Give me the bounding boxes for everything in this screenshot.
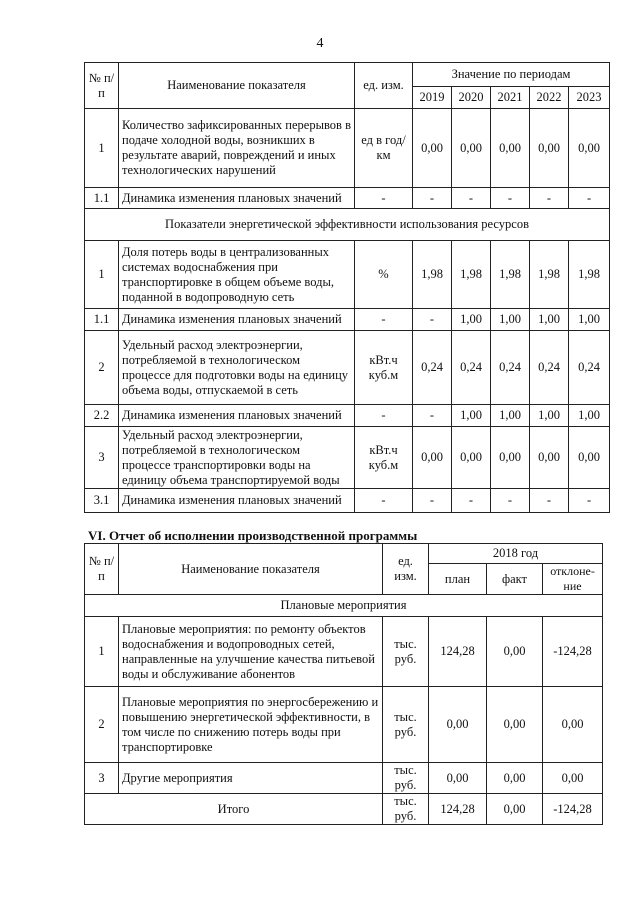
row-value: -	[530, 489, 569, 513]
row-value: 1,00	[530, 309, 569, 331]
row-name: Динамика изменения плановых значений	[119, 405, 355, 427]
section-title: VI. Отчет об исполнении производственной программы	[88, 528, 418, 543]
row-unit: кВт.ч куб.м	[355, 331, 413, 405]
row-deviation: 0,00	[543, 763, 603, 794]
table-row	[85, 763, 603, 794]
row-name: Плановые мероприятия по энергосбережению и повышению энергетической эффективности, в том числе по снижению потерь воды при транспортировке	[119, 687, 383, 763]
row-value: 1,98	[413, 241, 452, 309]
row-name: Плановые мероприятия: по ремонту объектов водоснабжения и водопроводных сетей, направленные на улучшение качества питьевой воды и обслуживание абонентов	[119, 617, 383, 687]
row-num: 3	[85, 427, 119, 489]
row-deviation: -124,28	[543, 617, 603, 687]
row-value: 0,00	[452, 109, 491, 188]
table-row	[85, 427, 610, 489]
row-value: 1,00	[569, 309, 610, 331]
row-value: -	[452, 188, 491, 209]
row-value: 1,00	[452, 405, 491, 427]
table-row	[85, 241, 610, 309]
year-header: 2019	[413, 87, 452, 109]
table-row	[85, 687, 603, 763]
row-value: 0,24	[569, 331, 610, 405]
row-fact: 0,00	[487, 687, 543, 763]
row-unit: тыс. руб.	[383, 617, 429, 687]
year-header: 2022	[530, 87, 569, 109]
col-deviation-header: отклоне-ние	[543, 564, 603, 595]
table-row	[85, 309, 610, 331]
row-value: -	[491, 188, 530, 209]
row-plan: 124,28	[429, 794, 487, 825]
row-value: 0,24	[452, 331, 491, 405]
row-name: Динамика изменения плановых значений	[119, 188, 355, 209]
section-heading: Показатели энергетической эффективности использования ресурсов	[85, 209, 610, 241]
row-unit: ед в год/ км	[355, 109, 413, 188]
row-value: 0,00	[569, 109, 610, 188]
col-year-header: 2018 год	[429, 544, 603, 564]
row-value: 1,98	[452, 241, 491, 309]
row-fact: 0,00	[487, 617, 543, 687]
row-value: -	[413, 489, 452, 513]
row-value: -	[569, 188, 610, 209]
col-plan-header: план	[429, 564, 487, 595]
total-row	[85, 794, 603, 825]
table-row	[85, 489, 610, 513]
row-deviation: 0,00	[543, 687, 603, 763]
row-plan: 0,00	[429, 687, 487, 763]
row-num: 1.1	[85, 309, 119, 331]
col-name-header: Наименование показателя	[119, 544, 383, 595]
row-deviation: -124,28	[543, 794, 603, 825]
row-num: 2.2	[85, 405, 119, 427]
row-num: 1	[85, 241, 119, 309]
row-unit: -	[355, 309, 413, 331]
col-unit-header: ед. изм.	[355, 63, 413, 109]
row-value: 0,00	[491, 109, 530, 188]
col-periods-header: Значение по периодам	[413, 63, 610, 87]
table-row	[85, 188, 610, 209]
program-report-table	[84, 543, 603, 825]
row-value: -	[413, 309, 452, 331]
row-value: 0,24	[413, 331, 452, 405]
table-row	[85, 331, 610, 405]
row-name: Доля потерь воды в централизованных системах водоснабжения при транспортировке в общем объеме воды, поданной в водопроводную сеть	[119, 241, 355, 309]
row-name: Количество зафиксированных перерывов в подаче холодной воды, возникших в результате аварий, повреждений и иных технологических нарушений	[119, 109, 355, 188]
row-name: Динамика изменения плановых значений	[119, 309, 355, 331]
row-name: Другие мероприятия	[119, 763, 383, 794]
section-row	[85, 209, 610, 241]
year-header: 2023	[569, 87, 610, 109]
row-value: 1,00	[491, 309, 530, 331]
row-num: 1.1	[85, 188, 119, 209]
row-num: 3	[85, 763, 119, 794]
row-value: -	[413, 188, 452, 209]
row-fact: 0,00	[487, 794, 543, 825]
row-plan: 124,28	[429, 617, 487, 687]
table-header-row	[85, 544, 603, 564]
row-value: 1,00	[452, 309, 491, 331]
row-num: 2	[85, 687, 119, 763]
row-num: 3.1	[85, 489, 119, 513]
row-value: -	[530, 188, 569, 209]
row-name: Удельный расход электроэнергии, потребляемой в технологическом процессе для подготовки воды на единицу объема воды, отпускаемой в сеть	[119, 331, 355, 405]
total-label: Итого	[85, 794, 383, 825]
row-unit: кВт.ч куб.м	[355, 427, 413, 489]
table-row	[85, 617, 603, 687]
row-value: 1,98	[530, 241, 569, 309]
row-unit: -	[355, 188, 413, 209]
row-name: Удельный расход электроэнергии, потребляемой в технологическом процессе транспортировки воды на единицу объема транспортируемой воды	[119, 427, 355, 489]
table-header-row	[85, 63, 610, 87]
row-value: 1,00	[491, 405, 530, 427]
row-num: 2	[85, 331, 119, 405]
col-unit-header: ед. изм.	[383, 544, 429, 595]
section-heading: Плановые мероприятия	[85, 595, 603, 617]
year-header: 2020	[452, 87, 491, 109]
row-value: 0,00	[530, 109, 569, 188]
row-unit: тыс. руб.	[383, 794, 429, 825]
row-value: 0,00	[530, 427, 569, 489]
row-unit: тыс. руб.	[383, 687, 429, 763]
table-row	[85, 405, 610, 427]
row-value: 1,00	[569, 405, 610, 427]
col-num-header: № п/п	[85, 63, 119, 109]
row-value: 1,98	[569, 241, 610, 309]
row-unit: %	[355, 241, 413, 309]
section-row	[85, 595, 603, 617]
row-value: 1,00	[530, 405, 569, 427]
row-num: 1	[85, 109, 119, 188]
indicators-table	[84, 62, 610, 513]
row-value: 0,24	[530, 331, 569, 405]
row-unit: -	[355, 489, 413, 513]
table-row	[85, 109, 610, 188]
col-fact-header: факт	[487, 564, 543, 595]
row-value: 0,00	[491, 427, 530, 489]
col-name-header: Наименование показателя	[119, 63, 355, 109]
row-value: 0,00	[413, 427, 452, 489]
row-unit: тыс. руб.	[383, 763, 429, 794]
row-value: 1,98	[491, 241, 530, 309]
col-num-header: № п/п	[85, 544, 119, 595]
row-name: Динамика изменения плановых значений	[119, 489, 355, 513]
row-unit: -	[355, 405, 413, 427]
row-num: 1	[85, 617, 119, 687]
row-value: -	[413, 405, 452, 427]
row-value: 0,00	[569, 427, 610, 489]
page-number: 4	[316, 36, 324, 51]
row-plan: 0,00	[429, 763, 487, 794]
row-value: 0,24	[491, 331, 530, 405]
row-value: -	[569, 489, 610, 513]
row-value: -	[491, 489, 530, 513]
row-fact: 0,00	[487, 763, 543, 794]
row-value: 0,00	[452, 427, 491, 489]
row-value: -	[452, 489, 491, 513]
row-value: 0,00	[413, 109, 452, 188]
year-header: 2021	[491, 87, 530, 109]
